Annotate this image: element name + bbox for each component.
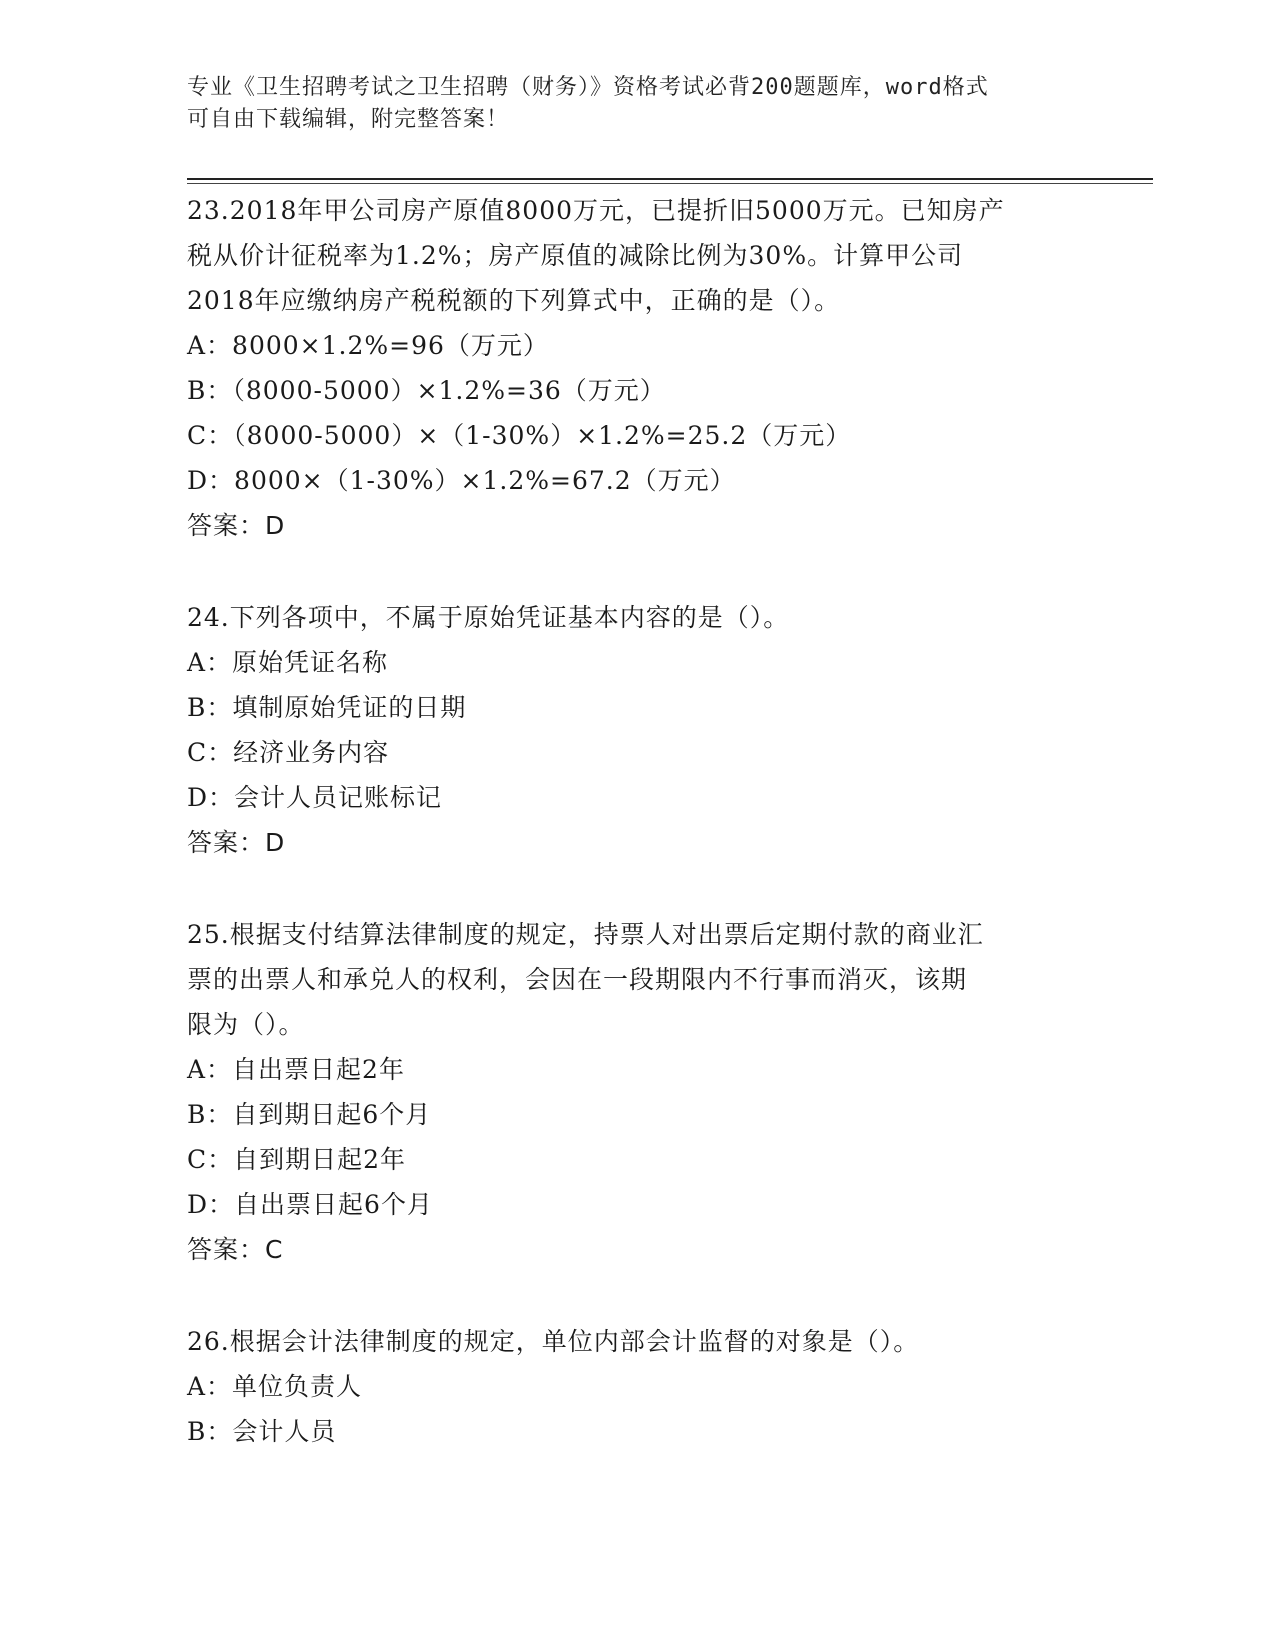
- header-divider-thin: [187, 183, 1153, 184]
- question-24: [187, 595, 1087, 865]
- option-a: A：单位负责人: [187, 1372, 363, 1401]
- question-stem-line: 25.根据支付结算法律制度的规定，持票人对出票后定期付款的商业汇: [187, 920, 984, 949]
- question-spacer: [187, 1272, 1087, 1319]
- option-d: D：自出票日起6个月: [187, 1190, 433, 1219]
- option-b: B：自到期日起6个月: [187, 1100, 432, 1129]
- answer-line: 答案：D: [187, 828, 286, 857]
- option-a: A：自出票日起2年: [187, 1055, 405, 1084]
- option-a: A：原始凭证名称: [187, 648, 389, 677]
- document-header: [187, 72, 1067, 136]
- option-c: C：自到期日起2年: [187, 1145, 407, 1174]
- option-c: C：（8000-5000）×（1-30%）×1.2%=25.2（万元）: [187, 421, 852, 450]
- option-b: B：（8000-5000）×1.2%=36（万元）: [187, 376, 666, 405]
- option-c: C：经济业务内容: [187, 738, 390, 767]
- option-b: B：会计人员: [187, 1417, 337, 1446]
- question-23: [187, 188, 1087, 548]
- question-25: [187, 912, 1087, 1272]
- option-a: A：8000×1.2%=96（万元）: [187, 331, 549, 360]
- header-title-line-2: 可自由下载编辑，附完整答案！: [187, 107, 510, 132]
- question-26: [187, 1319, 1087, 1454]
- question-spacer: [187, 865, 1087, 912]
- option-d: D：会计人员记账标记: [187, 783, 443, 812]
- question-stem-line: 票的出票人和承兑人的权利，会因在一段期限内不行事而消灭，该期: [187, 965, 968, 994]
- answer-line: 答案：D: [187, 511, 286, 540]
- question-stem-line: 24.下列各项中，不属于原始凭证基本内容的是（）。: [187, 603, 790, 632]
- question-stem-line: 2018年应缴纳房产税税额的下列算式中，正确的是（）。: [187, 286, 841, 315]
- header-title-line-1: 专业《卫生招聘考试之卫生招聘（财务）》资格考试必背200题题库，word格式: [187, 75, 989, 100]
- answer-line: 答案：C: [187, 1235, 284, 1264]
- option-d: D：8000×（1-30%）×1.2%=67.2（万元）: [187, 466, 736, 495]
- header-divider-thick: [187, 178, 1153, 180]
- question-stem-line: 26.根据会计法律制度的规定，单位内部会计监督的对象是（）。: [187, 1327, 920, 1356]
- question-stem-line: 税从价计征税率为1.2%；房产原值的减除比例为30%。计算甲公司: [187, 241, 964, 270]
- question-stem-line: 限为（）。: [187, 1010, 305, 1039]
- question-stem-line: 23.2018年甲公司房产原值8000万元，已提折旧5000万元。已知房产: [187, 196, 1005, 225]
- question-list: [187, 188, 1087, 1454]
- option-b: B：填制原始凭证的日期: [187, 693, 467, 722]
- question-spacer: [187, 548, 1087, 595]
